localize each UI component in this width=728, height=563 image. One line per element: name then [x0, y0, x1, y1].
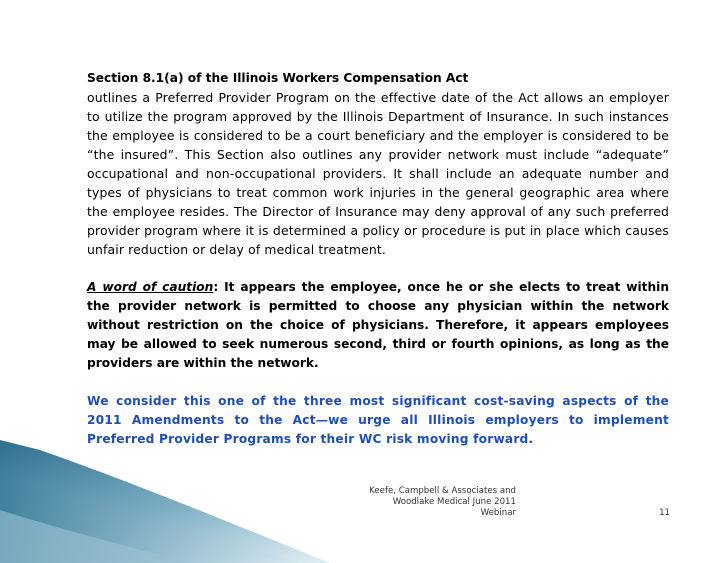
footer-attribution	[330, 486, 516, 519]
footer-line-1: Keefe, Campbell & Associates and	[369, 486, 516, 496]
emphasis-paragraph: We consider this one of the three most significant cost-saving aspects of the 2011 Amendments to the Act—we urge all Illinois employers to implement Preferred Provider Programs for their WC risk moving forward.	[87, 394, 669, 446]
footer-line-3: Webinar	[480, 508, 516, 518]
caution-label: A word of caution	[87, 280, 214, 294]
section-paragraph	[87, 69, 669, 259]
footer-line-2: Woodlake Medical June 2011	[392, 497, 516, 507]
section-heading: Section 8.1(a) of the Illinois Workers Compensation Act	[87, 71, 469, 85]
caution-paragraph	[87, 278, 669, 373]
section-body: outlines a Preferred Provider Program on the effective date of the Act allows an employer to utilize the program approved by the Illinois Department of Insurance. In such instances the employee is considered to be a court beneficiary and the employer is considered to be “the insured”. This Section also outlines any provider network must include “adequate” occupational and non-occupational providers. It shall include an adequate number and types of physicians to treat common work injuries in the general geographic area where the employee resides. The Director of Insurance may deny approval of any such preferred provider program where it is determined a policy or procedure is put in place which causes unfair reduction or delay of medical treatment.	[87, 90, 669, 257]
slide-content	[87, 69, 669, 449]
page-number: 11	[659, 508, 670, 518]
caution-text: : It appears the employee, once he or she elects to treat within the provider network is permitted to choose any physician within the network without restriction on the choice of physicians. Therefore, it appears employees may be allowed to seek numerous second, third or fourth opinions, as long as the providers are within the network.	[87, 280, 669, 370]
